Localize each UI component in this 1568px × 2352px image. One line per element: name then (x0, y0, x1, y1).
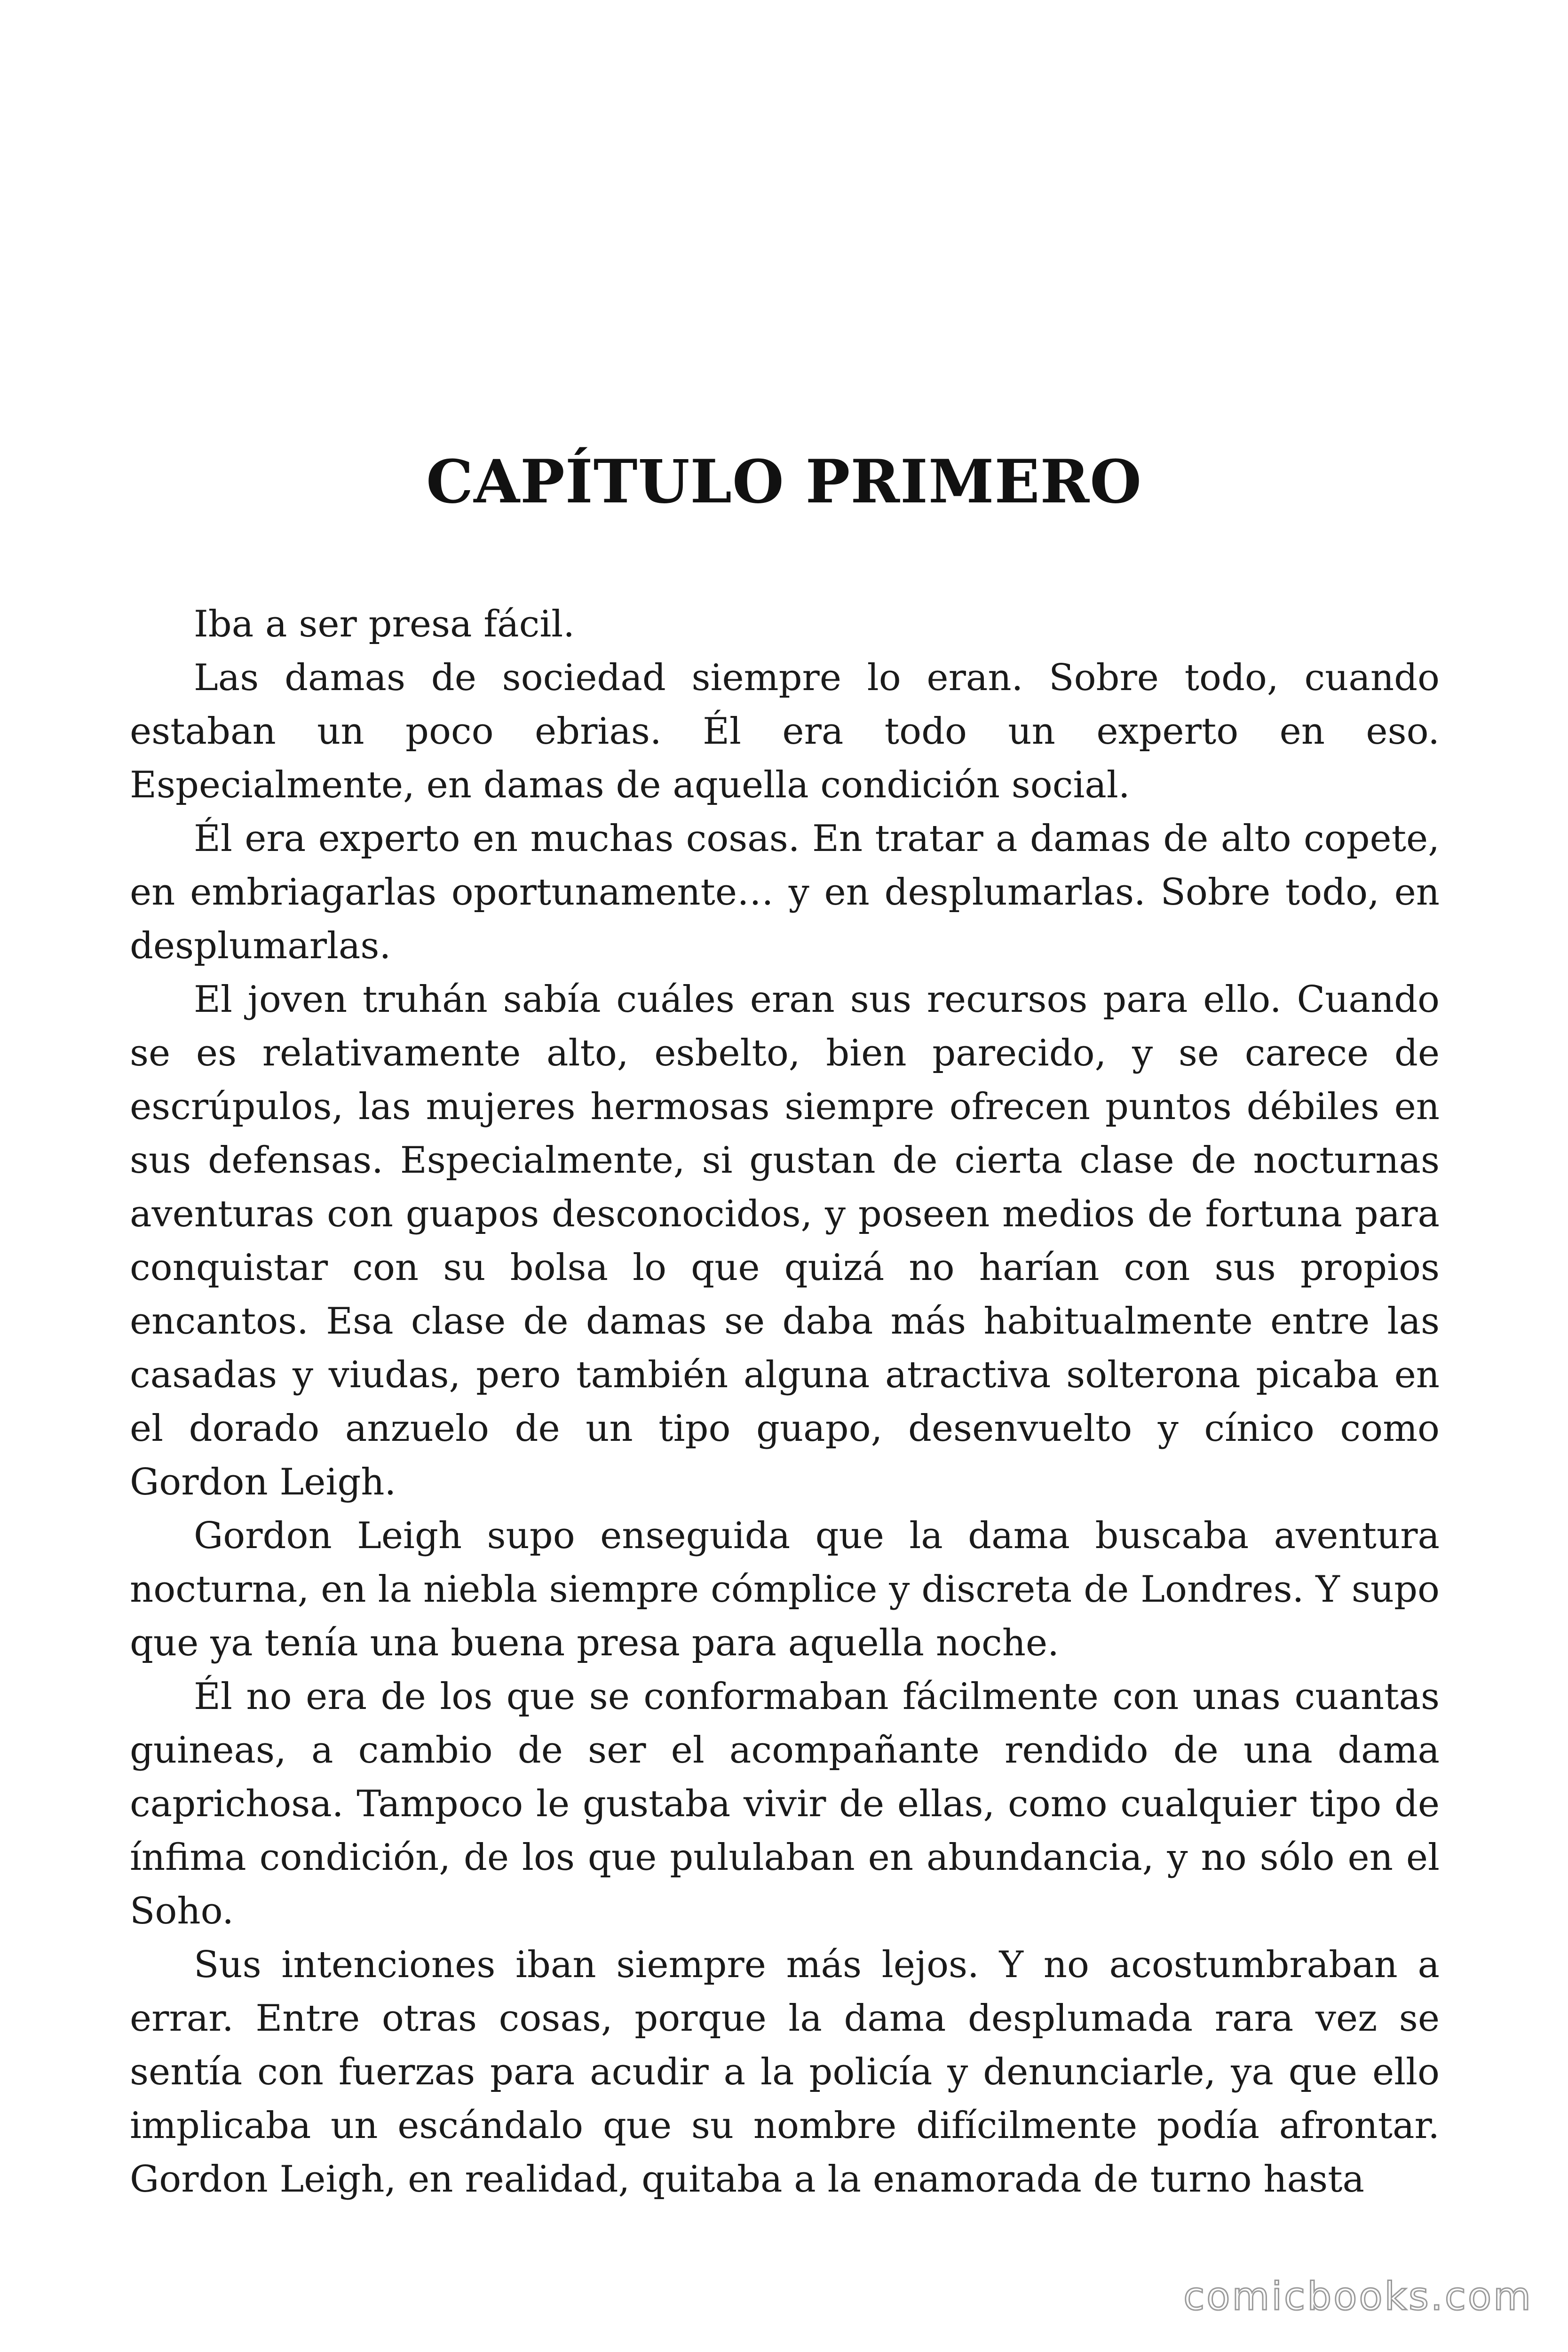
paragraph: Las damas de sociedad siempre lo eran. Sobre todo, cuando estaban un poco ebrias. Él era todo un experto en eso. Especialmente, en damas de aquella condición social. (130, 657, 1440, 806)
paragraph: Él no era de los que se conformaban fácilmente con unas cuantas guineas, a cambio de ser el acompañante rendido de una dama caprichosa. Tampoco le gustaba vivir de ellas, como cualquier tipo de ínfima condición, de los que pululaban en abundancia, y no sólo en el Soho. (130, 1676, 1440, 1932)
paragraph: Él era experto en muchas cosas. En tratar a damas de alto copete, en embriagarlas oportunamente… y en desplumarlas. Sobre todo, en desplumarlas. (130, 818, 1440, 967)
paragraph: Iba a ser presa fácil. (194, 603, 575, 645)
watermark: comicbooks.com (1183, 2274, 1533, 2319)
chapter-title: CAPÍTULO PRIMERO (426, 447, 1142, 516)
chapter-body (130, 597, 1440, 2206)
paragraph: Gordon Leigh supo enseguida que la dama buscaba aventura nocturna, en la niebla siempre cómplice y discreta de Londres. Y supo que ya tenía una buena presa para aquella noche. (130, 1515, 1440, 1664)
paragraph: El joven truhán sabía cuáles eran sus recursos para ello. Cuando se es relativamente alto, esbelto, bien parecido, y se carece de escrúpulos, las mujeres hermosas siempre ofrecen puntos débiles en sus defensas. Especialmente, si gustan de cierta clase de nocturnas aventuras con guapos desconocidos, y poseen medios de fortuna para conquistar con su bolsa lo que quizá no harían con sus propios encantos. Esa clase de damas se daba más habitualmente entre las casadas y viudas, pero también alguna atractiva solterona picaba en el dorado anzuelo de un tipo guapo, desenvuelto y cínico como Gordon Leigh. (130, 978, 1440, 1503)
paragraph: Sus intenciones iban siempre más lejos. Y no acostumbraban a errar. Entre otras cosas, porque la dama desplumada rara vez se sentía con fuerzas para acudir a la policía y denunciarle, ya que ello implicaba un escándalo que su nombre difícilmente podía afrontar. Gordon Leigh, en realidad, quitaba a la enamorada de turno hasta (130, 1944, 1440, 2201)
